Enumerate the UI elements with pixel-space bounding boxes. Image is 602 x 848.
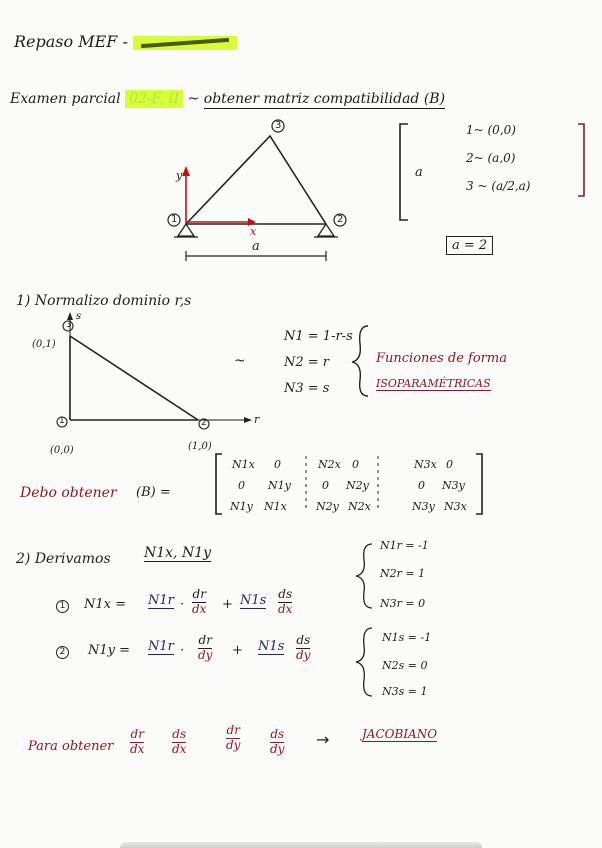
eq2-lhs: N1y = [88,643,131,658]
bmatrix-cell: N3y [412,500,435,513]
footer-label: Para obtener [28,739,114,754]
bmatrix-cell: N1x [264,500,287,513]
ns-1: N1s = -1 [382,631,432,644]
eq2-t1: N1r [148,639,174,654]
eq2-number: 2 [56,646,69,659]
footer-frac-1: $\frac{dr}{dx}$ [130,727,145,756]
eq1-frac2: $\frac{ds}{dx}$ [278,587,293,616]
ns-3: N3s = 1 [382,685,428,698]
truss-node-1: 1 [171,214,178,225]
bmatrix-cell: 0 [418,479,425,492]
section2-derivs: N1x, N1y [144,545,212,561]
section1-tilde: ~ [234,353,246,369]
eq1-t2: N1s [240,593,267,608]
point-origin: (0,0) [50,445,74,456]
eq1-plus: + [222,597,233,612]
truss-node-2: 2 [337,214,344,225]
shape-n3: N3 = s [284,381,330,396]
bmatrix-label: Debo obtener [20,485,117,501]
eq1-frac1: $\frac{dr}{dx}$ [192,587,207,616]
bmatrix-cell: 0 [322,479,329,492]
footer-frac-3: $\frac{dr}{dy}$ [226,723,241,752]
bmatrix-cell: N3x [444,500,467,513]
section2-title: 2) Derivamos [16,551,111,567]
bmatrix-cell: N2x [348,500,371,513]
domain-node-3: 3 [66,320,72,330]
nr-1: N1r = -1 [380,539,429,552]
bmatrix-cell: N1y [268,479,291,492]
bracket-a: a [415,165,423,180]
bmatrix-cell: N3x [414,458,437,471]
point-top: (0,1) [32,339,56,350]
eq2-plus: + [232,643,243,658]
eq2-frac1: $\frac{dr}{dy}$ [198,633,213,662]
bmatrix-cell: N2y [346,479,369,492]
coord-3: 3 ~ (a/2,a) [466,179,531,193]
bmatrix-cell: N1y [230,500,253,513]
eq1-t1: N1r [148,593,174,608]
shape-n1: N1 = 1-r-s [284,329,353,344]
eq2-frac2: $\frac{ds}{dy}$ [296,633,311,662]
section1-title: 1) Normalizo dominio r,s [16,293,192,309]
coord-1: 1~ (0,0) [466,123,516,137]
axis-s-label: s [76,311,82,322]
exam-highlight: 02-F, II [125,90,183,108]
domain-node-1: 1 [59,416,65,426]
coord-2: 2~ (a,0) [466,151,516,165]
bmatrix-cell: 0 [352,458,359,471]
eq1-lhs: N1x = [84,597,127,612]
domain-node-2: 2 [201,418,207,428]
page-edge [120,842,482,848]
truss-node-3: 3 [275,120,282,131]
shape-n2: N2 = r [284,355,330,370]
isoparametric-label: ISOPARAMÉTRICAS [376,377,491,390]
exam-label: Examen parcial [10,91,121,107]
eq1-number: 1 [56,600,69,613]
jacobiano-label: JACOBIANO [362,727,438,741]
axis-y-label: y [176,169,183,182]
bmatrix-cell: 0 [238,479,245,492]
bmatrix-cell: N2y [316,500,339,513]
footer-arrow: → [316,730,330,749]
bmatrix-cell: 0 [274,458,281,471]
footer-frac-2: $\frac{ds}{dx}$ [172,727,187,756]
point-right: (1,0) [188,441,212,452]
axis-x-label: x [250,225,257,238]
a-equals-box: a = 2 [446,236,493,255]
bmatrix-cell: N3y [442,479,465,492]
note-title: Repaso MEF - [14,34,237,50]
shape-functions-label: Funciones de forma [376,351,507,366]
ns-2: N2s = 0 [382,659,428,672]
axis-r-label: r [254,413,260,426]
exam-goal: obtener matriz compatibilidad (B) [203,91,446,107]
dimension-a: a [252,239,260,254]
exam-tilde: ~ [187,91,200,107]
nr-2: N2r = 1 [380,567,426,580]
bmatrix-eq: (B) = [136,485,171,500]
eq1-dot: · [180,597,185,612]
bmatrix-cell: N2x [318,458,341,471]
eq2-dot: · [180,643,185,658]
bmatrix-cell: 0 [446,458,453,471]
nr-3: N3r = 0 [380,597,426,610]
eq2-t2: N1s [258,639,285,654]
bmatrix-cell: N1x [232,458,255,471]
footer-frac-4: $\frac{ds}{dy}$ [270,727,285,756]
